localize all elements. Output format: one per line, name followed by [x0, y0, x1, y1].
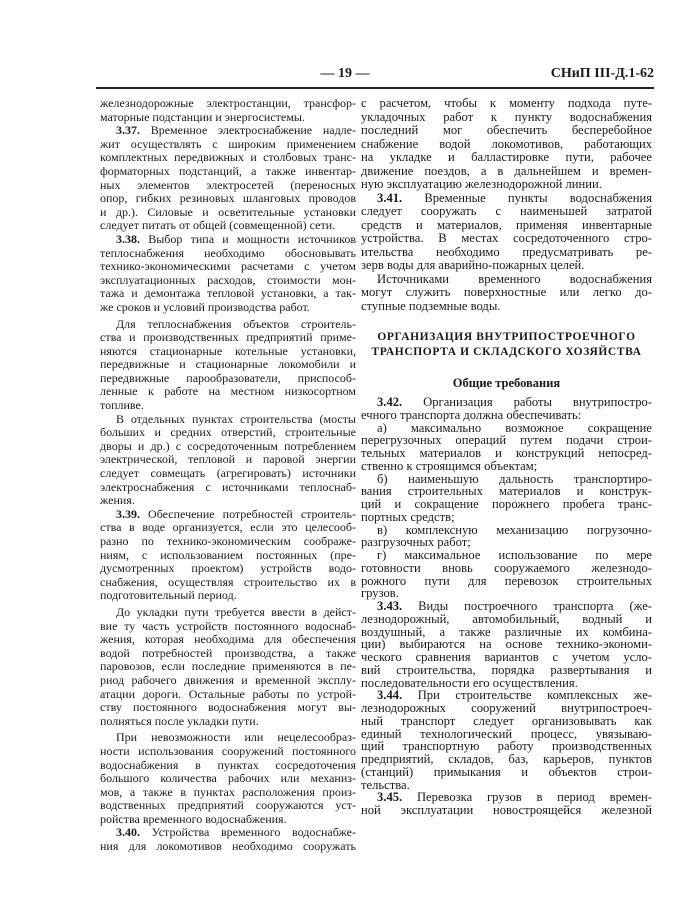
line-text: укладочных работ к пункту водоснабжения: [361, 109, 652, 124]
header-rule: [96, 87, 654, 89]
text-line: [100, 124, 356, 138]
text-line: [100, 606, 356, 620]
document-code: СНиП III-Д.1-62: [550, 66, 654, 81]
clause-number: 3.37.: [116, 123, 140, 138]
line-text: тельства.: [361, 777, 410, 792]
paragraph: [361, 422, 652, 473]
text-line: [361, 575, 652, 588]
line-text: вий строительства, порядка развертывания и: [361, 662, 652, 677]
line-text: лезнодорожный, автомобильный, водный и: [361, 611, 652, 626]
line-text: форматорных подстанций, а также инвентар-: [100, 163, 356, 178]
line-text: полняться после укладки пути.: [100, 713, 259, 728]
line-text: Перевозка грузов в период времен-: [402, 790, 652, 805]
text-line: [100, 772, 356, 786]
text-line: [361, 111, 652, 125]
text-line: [100, 759, 356, 773]
text-line: [100, 97, 356, 111]
text-line: [100, 219, 356, 233]
line-text: При невозможности или нецелесообраз-: [116, 730, 356, 745]
line-text: жения, которая необходима для обеспечения: [100, 632, 356, 647]
paragraph: [361, 97, 652, 192]
text-line: [100, 426, 356, 440]
line-text: жит осуществлять с широким применением: [100, 136, 356, 151]
text-line: [100, 494, 356, 508]
text-line: [361, 300, 652, 314]
line-text: г) максимальное использование по мере: [377, 548, 652, 562]
text-line: [361, 124, 652, 138]
text-line: [100, 287, 356, 301]
clause-number: 3.38.: [116, 231, 140, 246]
text-line: [100, 260, 356, 274]
text-line: [100, 562, 356, 576]
line-text: подготовительный период.: [100, 588, 237, 603]
line-text: Устройства временного водоснабже-: [140, 825, 356, 840]
text-line: [100, 345, 356, 359]
line-text: ступные подземные воды.: [361, 298, 501, 313]
line-text: лезнодорожных сооружений внутрипостроеч-: [361, 701, 652, 715]
line-text: эксплуатационных расходов, стоимости мон-: [100, 272, 356, 287]
text-line: [100, 745, 356, 759]
line-text: разно по технико-экономическим соображе-: [100, 534, 356, 548]
text-line: [100, 318, 356, 332]
line-text: Выбор типа и мощности источников: [140, 231, 356, 246]
line-text: на укладке и балластировке пути, рабочее: [361, 150, 652, 164]
line-text: атации дороги. Остальные работы по устрой-: [100, 686, 356, 701]
section-heading-line: ТРАНСПОРТА И СКЛАДСКОГО ХОЗЯЙСТВА: [371, 346, 642, 358]
line-text: снабжение водой локомотивов, работающих: [361, 136, 652, 151]
line-text: ности использования сооружений постоянного: [100, 743, 356, 758]
line-text: предприятий, складов, баз, карьеров, пунктов: [361, 752, 652, 766]
text-line: [361, 151, 652, 165]
line-text: ческого сравнения вариантов с учетом усло-: [361, 650, 652, 664]
line-text: Временное электроснабжение надле-: [140, 123, 356, 138]
text-line: [361, 246, 652, 260]
line-text: разгрузочных работ;: [361, 535, 471, 550]
text-line: [100, 192, 356, 206]
text-line: [100, 660, 356, 674]
line-text: До укладки пути требуется ввести в дейст-: [116, 604, 356, 619]
line-text: же сроков и условий производства работ.: [100, 299, 310, 314]
text-line: [100, 385, 356, 399]
clause-3-41: [361, 192, 652, 273]
line-text: ечного транспорта должна обеспечивать:: [361, 407, 582, 422]
clause-number: 3.45.: [377, 790, 403, 805]
line-text: ства и производственных предприятий приме-: [100, 330, 356, 345]
clause-3-45: [361, 791, 652, 817]
subsection-heading: Общие требования: [452, 376, 561, 390]
line-text: в) комплексную механизацию погрузочно-: [377, 522, 652, 537]
line-text: ительства необходимо предусматривать ре-: [361, 244, 652, 259]
line-text: тельных материалов и конструкций непосред-: [361, 446, 652, 460]
clause-number: 3.44.: [377, 688, 403, 703]
paragraph: [361, 524, 652, 550]
text-line: [100, 731, 356, 745]
left-column: [100, 97, 356, 854]
clause-3-37: [100, 124, 356, 233]
paragraph: [100, 413, 356, 508]
line-text: Организация работы внутрипостро-: [402, 395, 652, 409]
line-text: могут служить поверхностные или легко до-: [361, 285, 652, 299]
text-line: [100, 331, 356, 345]
line-text: ных элементов электросетей (переносных: [100, 177, 356, 192]
line-text: передвижные парообразователи, приспособ-: [100, 370, 356, 385]
line-text: опор, гибких резиновых шланговых проводов: [100, 191, 356, 206]
line-text: Виды построечного транспорта (же-: [402, 599, 652, 613]
text-line: [361, 205, 652, 219]
clause-number: 3.40.: [116, 825, 140, 840]
paragraph: [100, 318, 356, 413]
line-text: жения.: [100, 493, 135, 508]
line-text: ройства временного водоснабжения.: [100, 811, 287, 826]
line-text: водой потребностей производства, а также: [100, 645, 356, 660]
line-text: топливе.: [100, 398, 144, 413]
text-line: [100, 301, 356, 315]
line-text: ству постоянного водоснабжения могут вы-: [100, 700, 356, 715]
line-text: При строительстве комплексных же-: [402, 688, 652, 703]
line-text: теплоснабжения необходимо обосновывать: [100, 245, 356, 260]
line-text: технико-экономическими расчетами с учетом: [100, 259, 356, 274]
clause-3-38: [100, 233, 356, 315]
line-text: ной эксплуатации новостроящейся железной: [361, 803, 652, 817]
clause-3-39: [100, 508, 356, 603]
clause-number: 3.42.: [377, 395, 403, 409]
text-line: [100, 826, 356, 840]
line-text: грузов.: [361, 586, 399, 601]
line-text: Для теплоснабжения объектов строитель-: [116, 316, 356, 331]
line-text: последовательности его осуществления.: [361, 675, 578, 690]
line-text: последний мог обеспечить бесперебойное: [361, 123, 652, 137]
text-line: [361, 232, 652, 246]
line-text: няются стационарные котельные установки,: [100, 343, 356, 358]
text-line: [361, 804, 652, 817]
paragraph: [100, 731, 356, 826]
text-line: [361, 97, 652, 111]
line-text: В отдельных пунктах строительства (мосты: [116, 411, 356, 426]
line-text: мов, а также в пунктах расположения произ-: [100, 784, 356, 799]
line-text: портных средств;: [361, 509, 455, 524]
text-line: [100, 589, 356, 603]
right-column-bottom: [361, 396, 652, 817]
clause-3-44: [361, 689, 652, 791]
text-line: [100, 372, 356, 386]
section-heading: [361, 330, 652, 360]
text-line: [361, 219, 652, 233]
text-line: [361, 178, 652, 192]
line-text: (станций) примыкания и объектов строи-: [361, 764, 652, 779]
line-text: следует питать от общей (совмещенной) сети.: [100, 218, 336, 233]
line-text: водоснабжения в пунктах сосредоточения: [100, 757, 356, 772]
text-line: [100, 138, 356, 152]
text-line: [361, 273, 652, 287]
line-text: следует совмещать (агрегировать) источники: [100, 466, 356, 481]
line-text: зерв воды для аварийно-пожарных целей.: [361, 258, 585, 272]
text-line: [361, 138, 652, 152]
line-text: с расчетом, чтобы к моменту подхода путе-: [361, 96, 652, 110]
paragraph: [361, 473, 652, 524]
text-line: [100, 179, 356, 193]
line-text: ственно к строящимся объектам;: [361, 458, 538, 473]
text-line: [100, 247, 356, 261]
text-line: [100, 701, 356, 715]
paragraph: [361, 273, 652, 314]
line-text: средств и материалов, применяя инвентарные: [361, 217, 652, 232]
page-number: — 19 —: [320, 66, 370, 81]
text-line: [361, 286, 652, 300]
text-line: [100, 481, 356, 495]
text-line: [100, 358, 356, 372]
text-line: [100, 688, 356, 702]
line-text: комплектных передвижных и столбовых транс-: [100, 150, 356, 165]
text-line: [100, 576, 356, 590]
clause-number: 3.41.: [377, 190, 403, 205]
line-text: щий транспортную работу производственных: [361, 739, 652, 754]
line-text: снабжения, осуществляя строительство их в: [100, 574, 356, 589]
clause-3-43: [361, 600, 652, 689]
text-line: [100, 840, 356, 854]
text-line: [100, 813, 356, 827]
text-line: [100, 233, 356, 247]
text-line: [100, 508, 356, 522]
text-line: [100, 440, 356, 454]
text-line: [100, 413, 356, 427]
line-text: риод рабочего движения и временной эксплу-: [100, 672, 356, 687]
line-text: следует сооружать с наименьшей затратой: [361, 204, 652, 218]
text-line: [100, 151, 356, 165]
line-text: вания строительных материалов и конструк-: [361, 484, 652, 499]
text-line: [100, 399, 356, 413]
text-line: [100, 620, 356, 634]
text-line: [100, 799, 356, 813]
line-text: электрической, тепловой и паровой энергии: [100, 452, 356, 467]
paragraph: [100, 97, 356, 124]
text-line: [100, 674, 356, 688]
line-text: железнодорожные электростанции, трансфор-: [100, 96, 356, 110]
text-line: [361, 165, 652, 179]
text-line: [100, 549, 356, 563]
text-line: [361, 259, 652, 273]
line-text: ния для локомотивов необходимо сооружать: [100, 839, 356, 854]
text-line: [100, 715, 356, 729]
line-text: б) наименьшую дальность транспортиро-: [377, 471, 652, 486]
line-text: водственных предприятий сооружаются уст-: [100, 798, 356, 813]
line-text: ный транспорт следует организовывать как: [361, 713, 652, 728]
line-text: ции) выбираются на основе технико-экономи-: [361, 637, 652, 652]
line-text: воздушный, а также различные их комбина-: [361, 624, 652, 639]
line-text: готовности вновь сооружаемого железнодо-: [361, 560, 652, 575]
text-line: [100, 467, 356, 481]
line-text: ниям, с использованием постоянных (пре-: [100, 547, 356, 562]
line-text: а) максимально возможное сокращение: [377, 420, 652, 435]
text-line: [100, 521, 356, 535]
line-text: перегрузочных операций путем подачи строи-: [361, 433, 652, 448]
line-text: ства в воде организуется, если это целесооб-: [100, 520, 356, 535]
right-column-top: [361, 97, 652, 313]
line-text: Источниками временного водоснабжения: [377, 271, 652, 286]
line-text: тажа и демонтажа тепловой установки, а так-: [100, 286, 356, 301]
text-line: [100, 647, 356, 661]
text-line: [100, 165, 356, 179]
line-text: большого количества рабочих или механиз-: [100, 771, 356, 786]
clause-number: 3.39.: [116, 506, 140, 521]
line-text: больших и средних отверстий, строительные: [100, 425, 356, 440]
text-line: [100, 535, 356, 549]
text-line: [361, 192, 652, 206]
clause-3-40: [100, 826, 356, 853]
text-line: [100, 274, 356, 288]
paragraph: [361, 549, 652, 600]
text-line: [100, 633, 356, 647]
text-line: [100, 206, 356, 220]
line-text: Обеспечение потребностей строитель-: [140, 506, 356, 521]
clause-3-42: [361, 396, 652, 422]
line-text: ленные к работе на местном низкосортном: [100, 384, 356, 399]
line-text: вие ту часть устройств постоянного водоснаб-: [100, 618, 356, 633]
line-text: дусмотренных проектом) устройств водо-: [100, 561, 356, 576]
line-text: ную эксплуатацию железнодорожной линии.: [361, 177, 602, 191]
line-text: маторные подстанции и энергосистемы.: [100, 109, 305, 124]
section-heading-line: ОРГАНИЗАЦИЯ ВНУТРИПОСТРОЕЧНОГО: [377, 331, 636, 343]
text-line: [100, 111, 356, 125]
line-text: единый технологический процесс, увязываю-: [361, 726, 652, 741]
line-text: дворы и др.) с сосредоточенным потреблением: [100, 438, 356, 453]
line-text: паровозов, если последние применяются в пе-: [100, 659, 356, 674]
line-text: движение поездов, а в дальнейшем и времен-: [361, 163, 652, 178]
clause-number: 3.43.: [377, 599, 403, 613]
line-text: электроснабжения с источниками теплоснаб-: [100, 479, 356, 494]
line-text: устройства. В местах сосредоточенного стро-: [361, 231, 652, 245]
text-line: [100, 786, 356, 800]
line-text: Временные пункты водоснабжения: [402, 190, 652, 205]
text-line: [100, 453, 356, 467]
paragraph: [100, 606, 356, 728]
line-text: передвижные и стационарные локомобили и: [100, 357, 356, 372]
line-text: и др.). Силовые и осветительные установки: [100, 204, 356, 219]
line-text: ций и сокращение порожнего пробега транс-: [361, 497, 652, 511]
line-text: рожного пути для перевозок строительных: [361, 573, 652, 588]
